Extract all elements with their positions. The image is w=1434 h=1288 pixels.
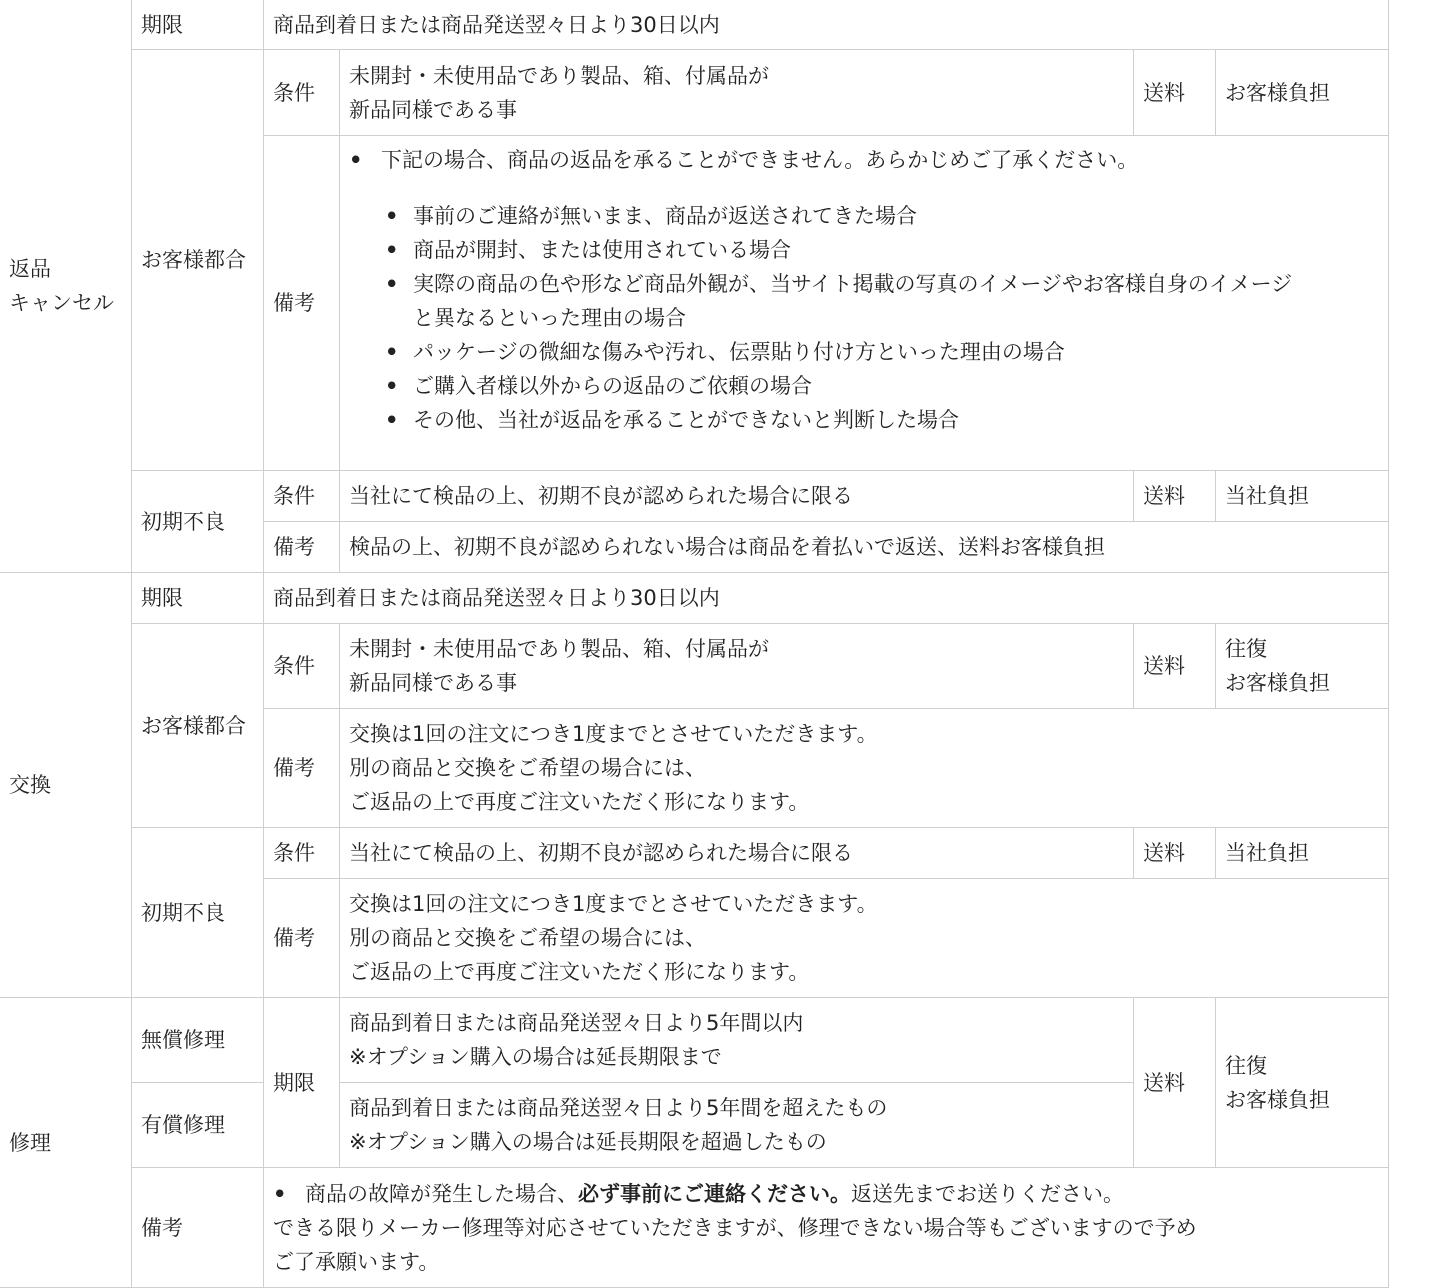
koukan-shoki-soryo-value: 当社負担 xyxy=(1216,828,1389,879)
henpin-shoki-soryo-label: 送料 xyxy=(1134,471,1216,522)
category-shuri: 修理 xyxy=(0,998,132,1288)
koukan-okyakusama-biko-value: 交換は1回の注文につき1度までとさせていただきます。 別の商品と交換をご希望の場合には、 ご返品の上で再度ご注文いただく形になります。 xyxy=(340,709,1389,828)
henpin-shoki-label: 初期不良 xyxy=(132,471,264,573)
koukan-shoki-biko-value: 交換は1回の注文につき1度までとさせていただきます。 別の商品と交換をご希望の場合には、 ご返品の上で再度ご注文いただく形になります。 xyxy=(340,879,1389,998)
henpin-biko-item: • ご購入者様以外からの返品のご依頼の場合 xyxy=(413,369,1292,403)
shuri-biko-line3: ご了承願います。 xyxy=(273,1249,440,1274)
henpin-biko-item: • 商品が開封、または使用されている場合 xyxy=(413,233,1292,267)
shuri-soryo-label: 送料 xyxy=(1134,998,1216,1168)
shuri-soryo-value: 往復 お客様負担 xyxy=(1216,998,1389,1168)
shuri-biko-label: 備考 xyxy=(132,1168,264,1288)
henpin-kigen-label: 期限 xyxy=(132,0,264,50)
henpin-okyakusama-joken-value: 未開封・未使用品であり製品、箱、付属品が 新品同様である事 xyxy=(340,50,1134,136)
henpin-okyakusama-soryo-label: 送料 xyxy=(1134,50,1216,136)
henpin-shoki-soryo-value: 当社負担 xyxy=(1216,471,1389,522)
shuri-kigen-label: 期限 xyxy=(264,998,340,1168)
koukan-okyakusama-soryo-label: 送料 xyxy=(1134,624,1216,709)
shuri-musho-kigen-value: 商品到着日または商品発送翌々日より5年間以内 ※オプション購入の場合は延長期限まで xyxy=(340,998,1134,1083)
shuri-yusho-label: 有償修理 xyxy=(132,1083,264,1168)
koukan-shoki-soryo-label: 送料 xyxy=(1134,828,1216,879)
henpin-shoki-biko-label: 備考 xyxy=(264,522,340,573)
koukan-okyakusama-soryo-value: 往復 お客様負担 xyxy=(1216,624,1389,709)
henpin-biko-item: • 実際の商品の色や形など商品外観が、当サイト掲載の写真のイメージやお客様自身のイメージ と異なるといった理由の場合 xyxy=(413,267,1292,335)
shuri-biko-value xyxy=(264,1168,1389,1288)
koukan-okyakusama-joken-label: 条件 xyxy=(264,624,340,709)
koukan-okyakusama-biko-label: 備考 xyxy=(264,709,340,828)
shuri-yusho-kigen-value: 商品到着日または商品発送翌々日より5年間を超えたもの ※オプション購入の場合は延長期限を超過したもの xyxy=(340,1083,1134,1168)
henpin-biko-intro: • 下記の場合、商品の返品を承ることができません。あらかじめご了承ください。 xyxy=(349,143,1292,177)
henpin-kigen-value: 商品到着日または商品発送翌々日より30日以内 xyxy=(264,0,1389,50)
koukan-shoki-joken-label: 条件 xyxy=(264,828,340,879)
henpin-okyakusama-joken-label: 条件 xyxy=(264,50,340,136)
koukan-shoki-biko-label: 備考 xyxy=(264,879,340,998)
henpin-okyakusama-biko-value xyxy=(340,136,1389,471)
koukan-shoki-label: 初期不良 xyxy=(132,828,264,998)
category-henpin-cancel xyxy=(0,0,132,573)
koukan-kigen-label: 期限 xyxy=(132,573,264,624)
henpin-biko-list xyxy=(349,199,1292,437)
henpin-biko-item: • パッケージの微細な傷みや汚れ、伝票貼り付け方といった理由の場合 xyxy=(413,335,1292,369)
shuri-biko-line1: • 商品の故障が発生した場合、必ず事前にご連絡ください。返送先までお送りください。 xyxy=(273,1177,1197,1211)
henpin-okyakusama-label: お客様都合 xyxy=(132,50,264,471)
henpin-shoki-biko-value: 検品の上、初期不良が認められない場合は商品を着払いで返送、送料お客様負担 xyxy=(340,522,1389,573)
henpin-okyakusama-soryo-value: お客様負担 xyxy=(1216,50,1389,136)
koukan-shoki-joken-value: 当社にて検品の上、初期不良が認められた場合に限る xyxy=(340,828,1134,879)
henpin-shoki-joken-value: 当社にて検品の上、初期不良が認められた場合に限る xyxy=(340,471,1134,522)
shuri-biko-line2: できる限りメーカー修理等対応させていただきますが、修理できない場合等もございますので予め xyxy=(273,1215,1197,1240)
henpin-biko-item: • 事前のご連絡が無いまま、商品が返送されてきた場合 xyxy=(413,199,1292,233)
henpin-shoki-joken-label: 条件 xyxy=(264,471,340,522)
koukan-okyakusama-label: お客様都合 xyxy=(132,624,264,828)
koukan-kigen-value: 商品到着日または商品発送翌々日より30日以内 xyxy=(264,573,1389,624)
henpin-okyakusama-biko-label: 備考 xyxy=(264,136,340,471)
category-label: 返品 キャンセル xyxy=(9,257,114,315)
henpin-biko-item: • その他、当社が返品を承ることができないと判断した場合 xyxy=(413,403,1292,437)
category-koukan: 交換 xyxy=(0,573,132,998)
koukan-okyakusama-joken-value: 未開封・未使用品であり製品、箱、付属品が 新品同様である事 xyxy=(340,624,1134,709)
shuri-biko-emphasis: 必ず事前にご連絡ください。 xyxy=(578,1181,851,1206)
shuri-musho-label: 無償修理 xyxy=(132,998,264,1083)
